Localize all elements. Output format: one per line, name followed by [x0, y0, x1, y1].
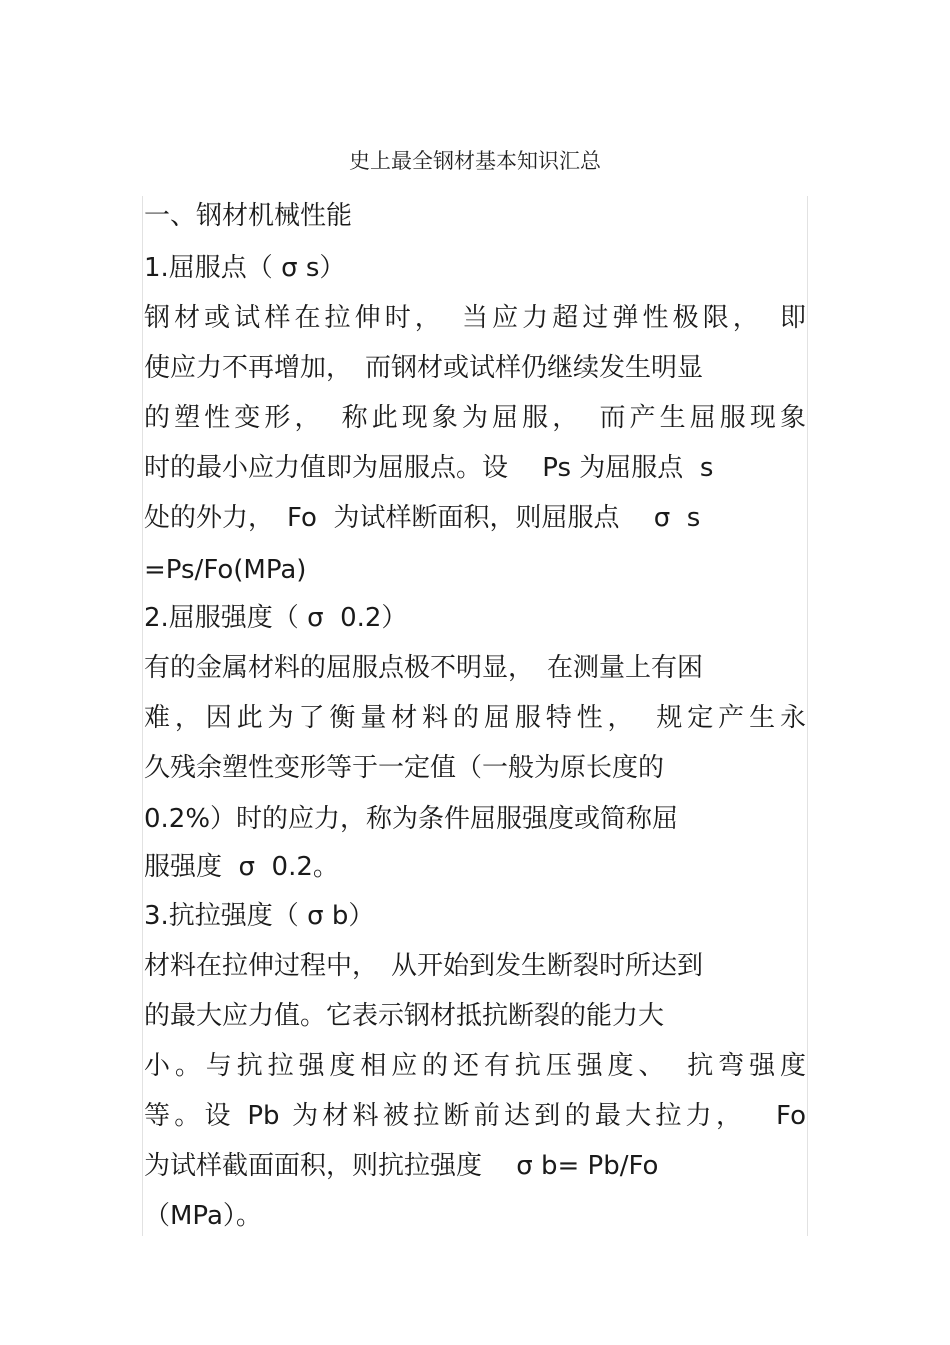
- paragraph-line: 的最大应力值。它表示钢材抵抗断裂的能力大: [144, 1001, 665, 1031]
- paragraph-line: （MPa）。: [144, 1201, 262, 1231]
- paragraph-line: 时的最小应力值即为屈服点。设 Ps 为屈服点 s: [144, 453, 714, 483]
- subsection-heading: 3.抗拉强度（ σ b）: [144, 901, 375, 931]
- paragraph-line: 为试样截面面积，则抗拉强度 σ b= Pb/Fo: [144, 1151, 659, 1181]
- paragraph-line: 的塑性变形， 称此现象为屈服， 而产生屈服现象: [144, 403, 806, 433]
- paragraph-line: 等。设 Pb 为材料被拉断前达到的最大拉力， Fo: [144, 1101, 806, 1131]
- paragraph-line: 材料在拉伸过程中， 从开始到发生断裂时所达到: [144, 951, 704, 981]
- section-heading: 一、钢材机械性能: [144, 201, 353, 231]
- paragraph-line: 钢材或试样在拉伸时， 当应力超过弹性极限， 即: [144, 303, 806, 333]
- paragraph-line: 有的金属材料的屈服点极不明显， 在测量上有困: [144, 653, 704, 683]
- paragraph-line: 小。与抗拉强度相应的还有抗压强度、 抗弯强度: [144, 1051, 806, 1081]
- page-title: 史上最全钢材基本知识汇总: [349, 149, 601, 173]
- paragraph-line: 使应力不再增加， 而钢材或试样仍继续发生明显: [144, 353, 704, 383]
- formula-line: =Ps/Fo(MPa): [144, 555, 307, 585]
- paragraph-line: 处的外力， Fo 为试样断面积，则屈服点 σ s: [144, 503, 701, 533]
- subsection-heading: 1.屈服点（ σ s）: [144, 253, 346, 283]
- paragraph-line: 久残余塑性变形等于一定值（一般为原长度的: [144, 753, 665, 783]
- paragraph-line: 服强度 σ 0.2。: [144, 852, 339, 882]
- paragraph-line: 难，因此为了衡量材料的屈服特性， 规定产生永: [144, 703, 806, 733]
- subsection-heading: 2.屈服强度（ σ 0.2）: [144, 603, 408, 633]
- paragraph-line: 0.2%）时的应力，称为条件屈服强度或简称屈: [144, 804, 679, 834]
